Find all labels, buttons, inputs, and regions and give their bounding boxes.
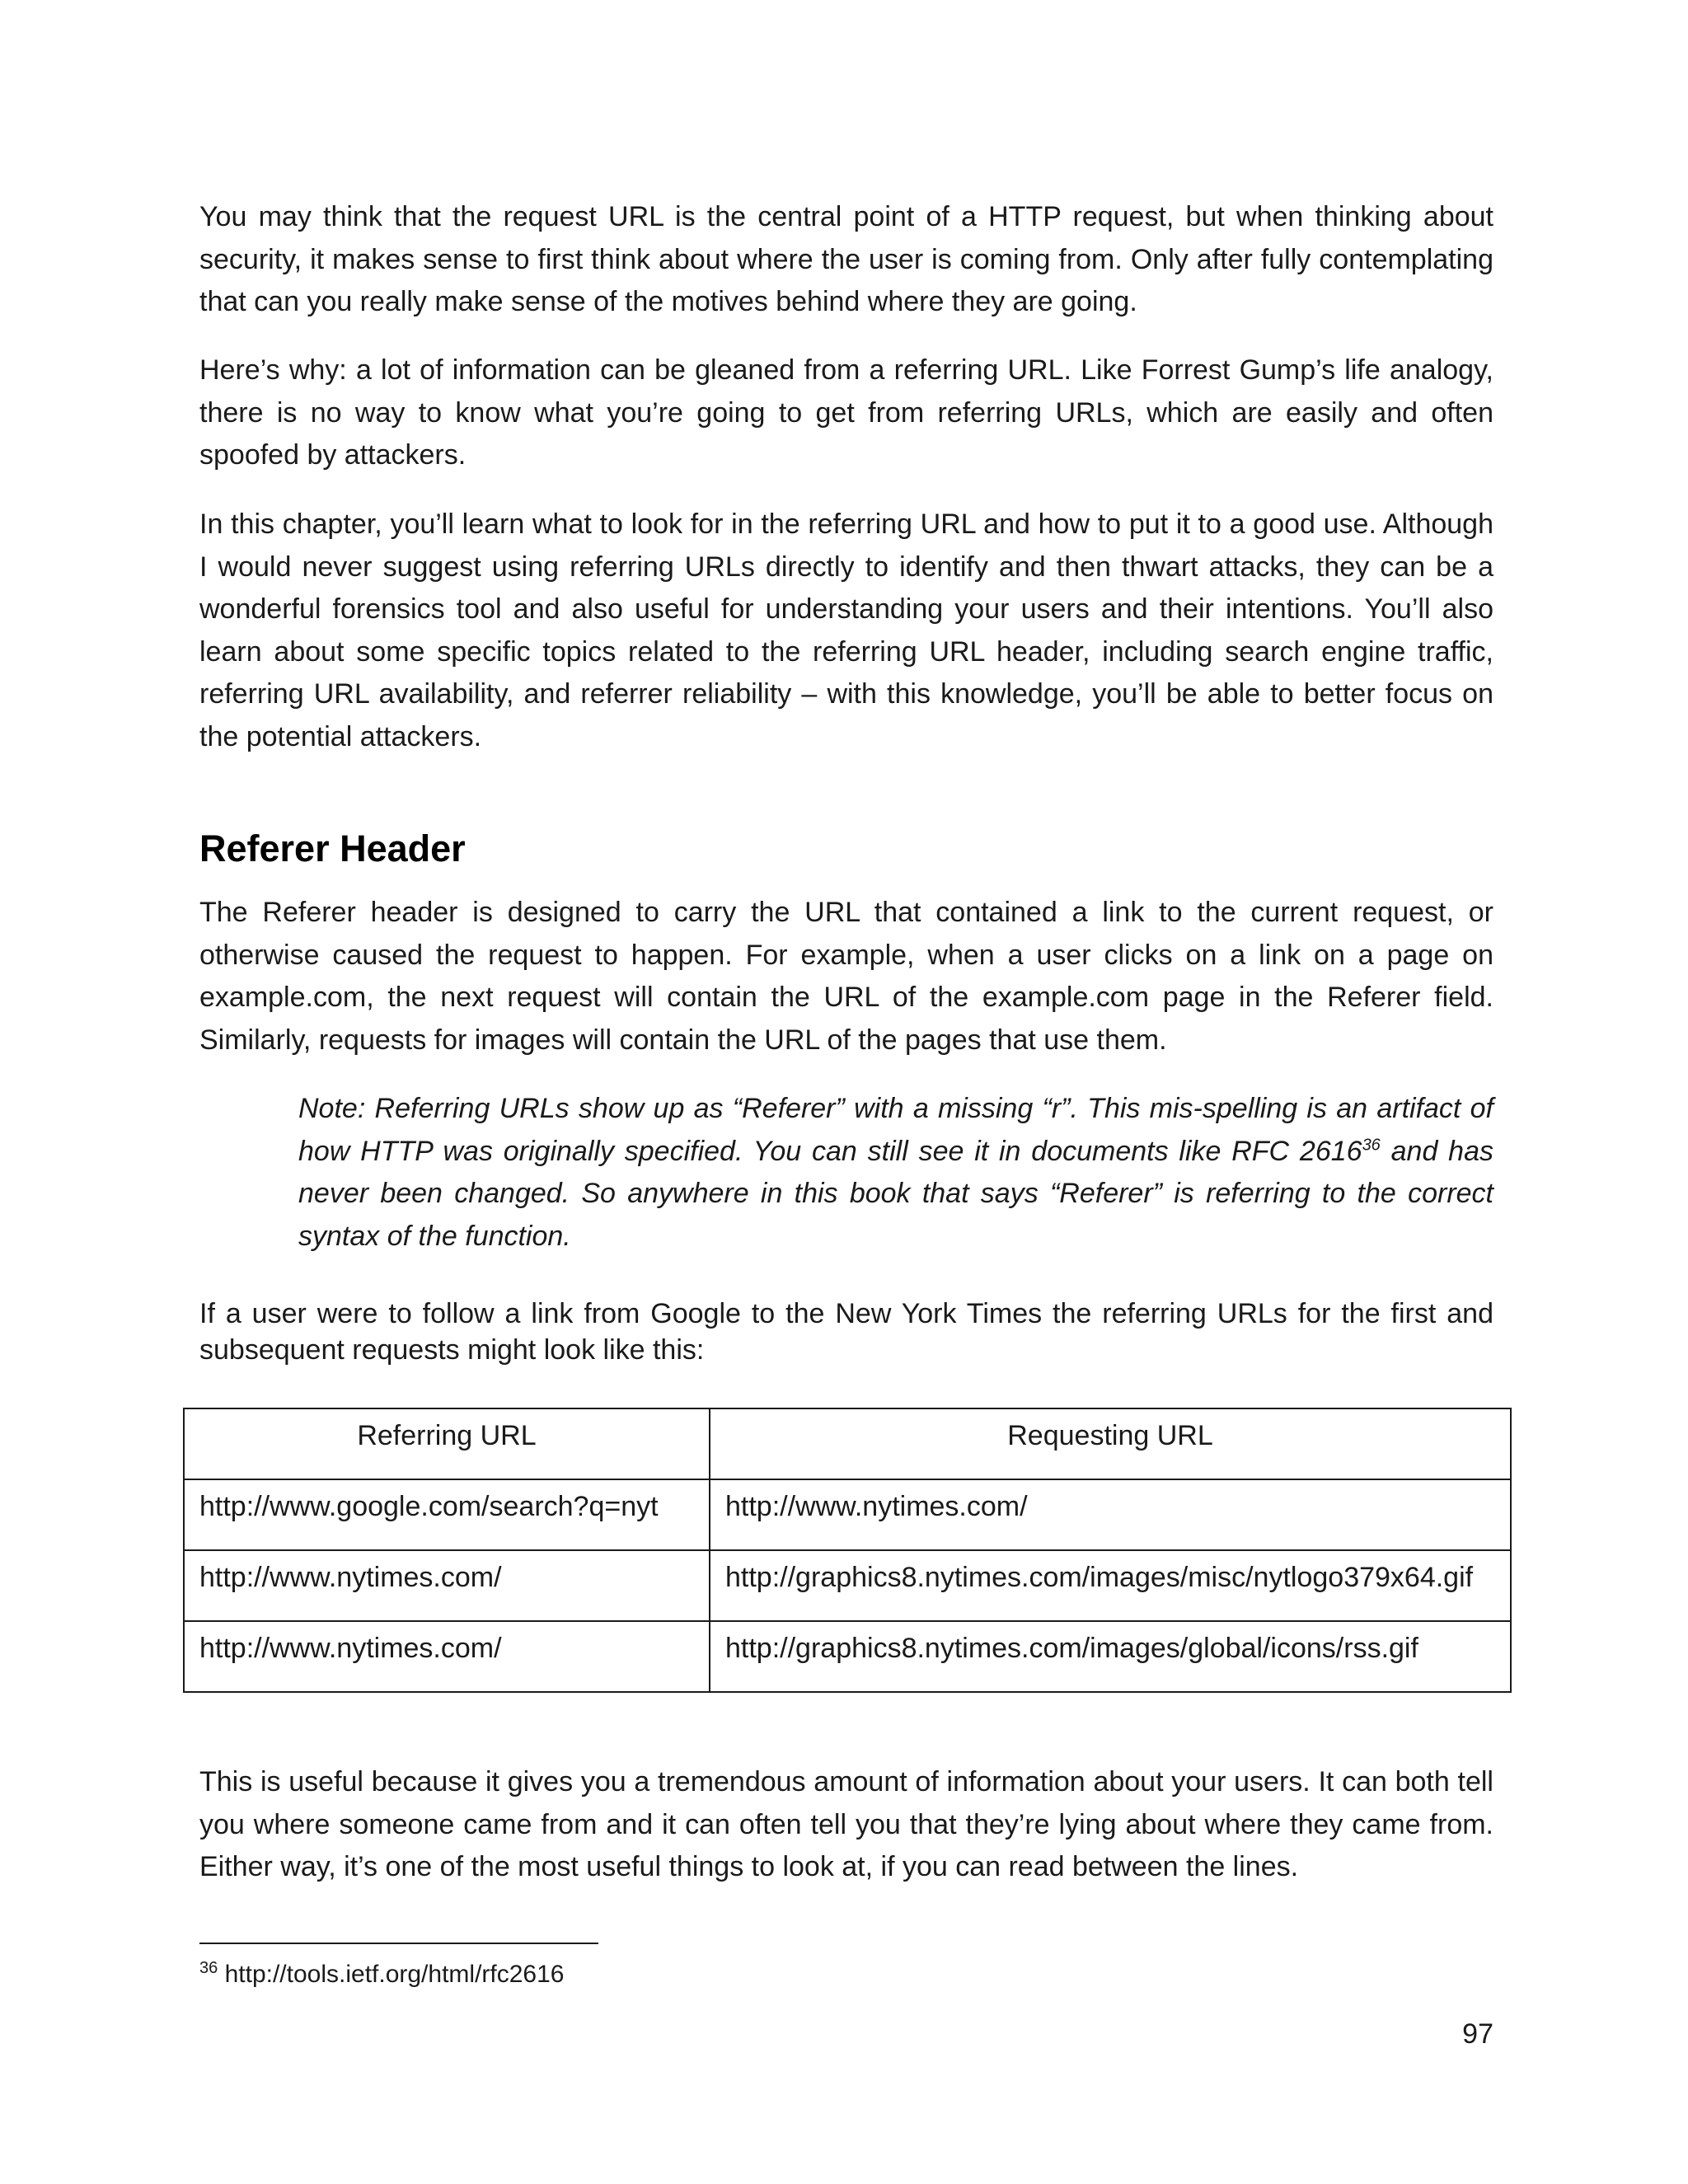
- intro-paragraph-2: Here’s why: a lot of information can be gleaned from a referring URL. Like Forrest Gump’s life analogy, there is no way to know what you’re going to get from referring URLs, which are easily and often spoofed by attackers.: [199, 354, 1493, 471]
- note-text-before: Note: Referring URLs show up as “Referer” with a missing “r”. This mis-spelling is an artifact of how HTTP was originally specified. You can still see it in documents like RFC 2616: [298, 1093, 1493, 1167]
- section-heading: Referer Header: [199, 827, 466, 869]
- note-block: [298, 1088, 1493, 1258]
- table-cell-requesting: http://www.nytimes.com/: [710, 1479, 1511, 1550]
- footnote-number: 36: [199, 1959, 218, 1977]
- table-cell-requesting: http://graphics8.nytimes.com/images/misc/nytlogo379x64.gif: [710, 1550, 1511, 1621]
- table-cell-referring: http://www.nytimes.com/: [184, 1621, 710, 1692]
- table-cell-referring: http://www.nytimes.com/: [184, 1550, 710, 1621]
- footnote-divider: [199, 1943, 598, 1944]
- table-cell-requesting: http://graphics8.nytimes.com/images/global/icons/rss.gif: [710, 1621, 1511, 1692]
- table-header-referring: Referring URL: [184, 1408, 710, 1479]
- referer-paragraph: The Referer header is designed to carry the URL that contained a link to the current request, or otherwise caused the request to happen. For example, when a user clicks on a link on a page on example.com, the next request will contain the URL of the example.com page in the Referer field. Similarly, requests for images will contain the URL of the pages that use them.: [199, 897, 1493, 1056]
- table-row: [184, 1621, 1511, 1692]
- footnote: [199, 1958, 564, 1991]
- page-number: 97: [1462, 2018, 1493, 2050]
- example-intro-paragraph: If a user were to follow a link from Google to the New York Times the referring URLs for the first and subsequent requests might look like this:: [199, 1298, 1493, 1366]
- note-text-after: and has never been changed. So anywhere in this book that says “Referer” is referring to the correct syntax of the function.: [298, 1135, 1493, 1252]
- referrer-url-table: [183, 1408, 1512, 1693]
- table-row: [184, 1479, 1511, 1550]
- intro-paragraph-1: You may think that the request URL is the central point of a HTTP request, but when thinking about security, it makes sense to first think about where the user is coming from. Only after fully contemplating that can you really make sense of the motives behind where they are going.: [199, 201, 1493, 317]
- note-footnote-ref[interactable]: 36: [1362, 1136, 1381, 1155]
- table-cell-referring: http://www.google.com/search?q=nyt: [184, 1479, 710, 1550]
- closing-paragraph: This is useful because it gives you a tremendous amount of information about your users. It can both tell you where someone came from and it can often tell you that they’re lying about where they came from. Either way, it’s one of the most useful things to look at, if you can read between the lines.: [199, 1766, 1493, 1882]
- table-header-requesting: Requesting URL: [710, 1408, 1511, 1479]
- intro-paragraph-3: In this chapter, you’ll learn what to look for in the referring URL and how to put it to a good use. Although I would never suggest using referring URLs directly to identify and then thwart attacks, they can be a wonderful forensics tool and also useful for understanding your users and their intentions. You’ll also learn about some specific topics related to the referring URL header, including search engine traffic, referring URL availability, and referrer reliability – with this knowledge, you’ll be able to better focus on the potential attackers.: [199, 509, 1493, 752]
- table-header-row: [184, 1408, 1511, 1479]
- table-row: [184, 1550, 1511, 1621]
- footnote-link[interactable]: http://tools.ietf.org/html/rfc2616: [224, 1961, 565, 1988]
